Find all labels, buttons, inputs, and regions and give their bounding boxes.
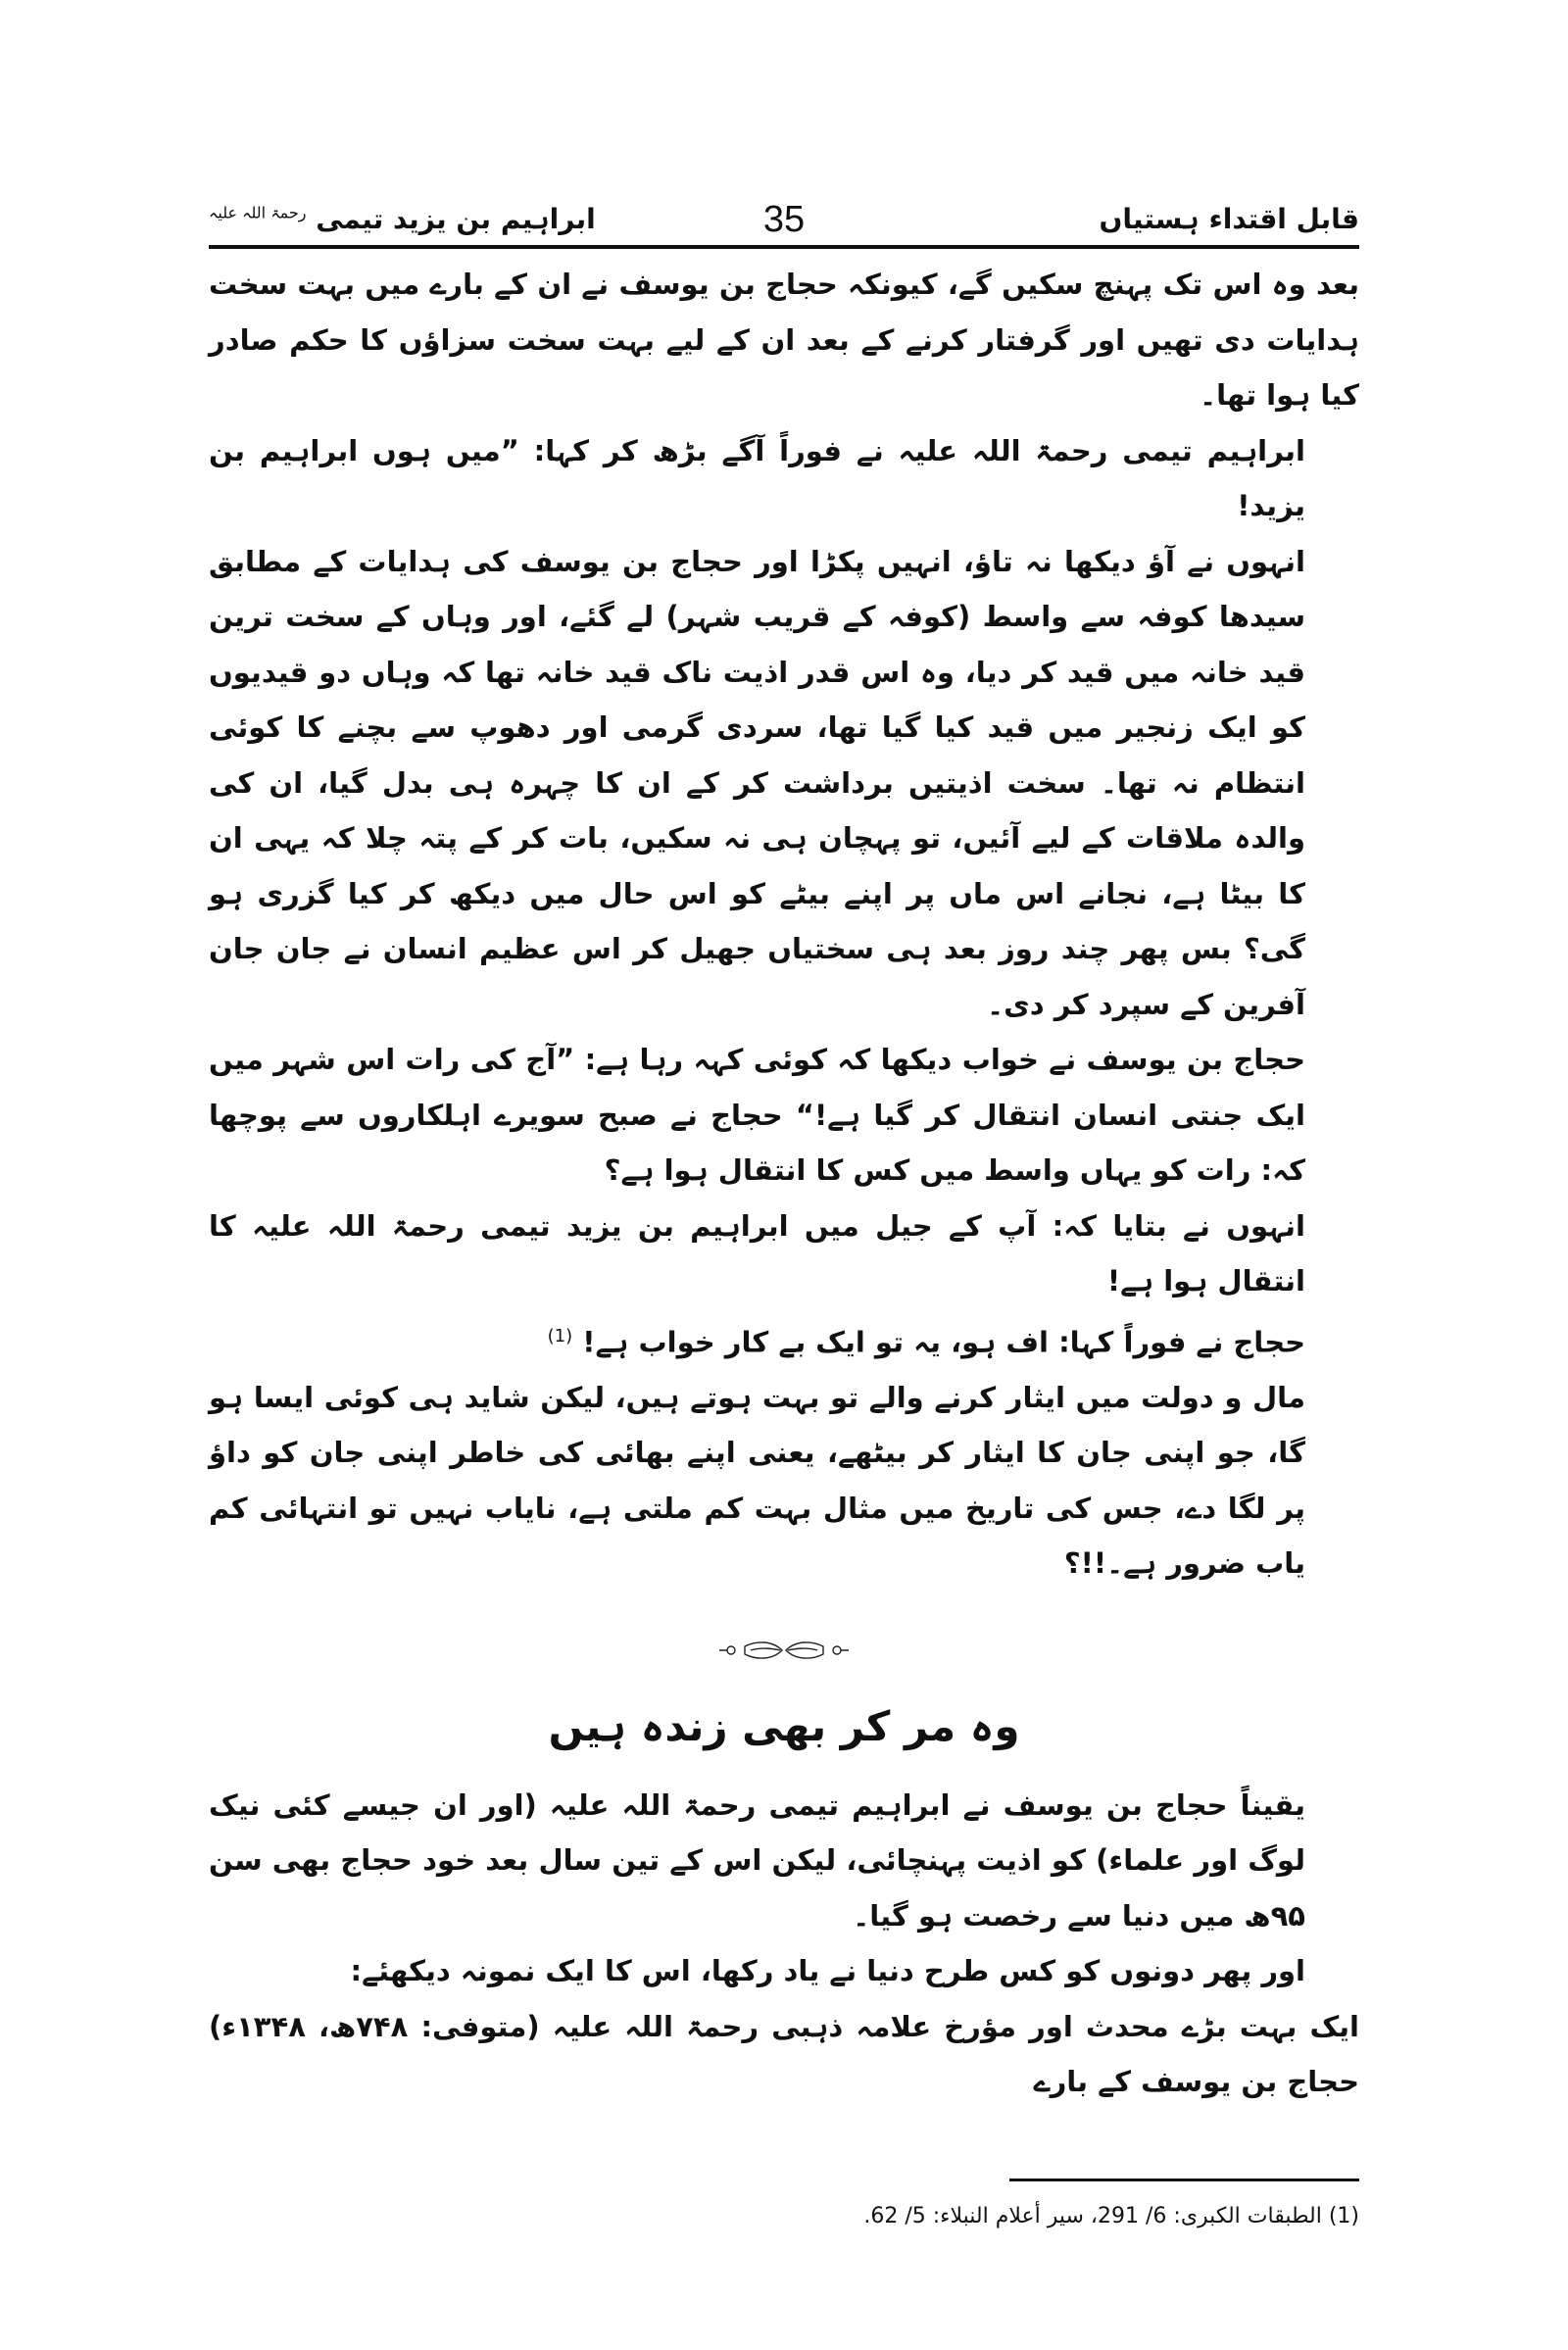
body-text-part-1 (209, 257, 1359, 1591)
honorific-mark: رحمۃ اللہ علیہ (209, 203, 307, 222)
section-heading: وہ مر کر بھی زندہ ہیں (548, 1701, 1020, 1750)
paragraph-with-footnote (209, 1309, 1359, 1370)
footnote-marker[interactable]: (1) (547, 1325, 573, 1346)
page-number: 35 (762, 199, 806, 240)
page-header (209, 201, 1359, 244)
ornament-row (209, 1639, 1359, 1662)
body-text-part-2 (209, 1778, 1359, 2110)
paragraph: انہوں نے بتایا کہ: آپ کے جیل میں ابراہیم بن یزید تیمی رحمۃ اللہ علیہ کا انتقال ہوا ہے! (209, 1208, 1305, 1297)
chapter-title-text: ابراہیم بن یزید تیمی (316, 203, 596, 235)
paragraph: حجاج بن یوسف نے خواب دیکھا کہ کوئی کہہ رہا ہے: ”آج کی رات اس شہر میں ایک جنتی انسان انتقال کر گیا ہے!“ حجاج نے صبح سویرے اہلکاروں سے پوچھا کہ: رات کو یہاں واسط میں کس کا انتقال ہوا ہے؟ (209, 1043, 1305, 1187)
footnote-separator (1009, 2179, 1359, 2181)
paragraph: انہوں نے آؤ دیکھا نہ تاؤ، انہیں پکڑا اور حجاج بن یوسف کی ہدایات کے مطابق سیدھا کوفہ سے واسط (کوفہ کے قریب شہر) لے گئے، اور وہاں کے سخت ترین قید خانہ میں قید کر دیا، وہ اس قدر اذیت ناک قید خانہ تھا کہ وہاں دو قیدیوں کو ایک زنجیر میں قید کیا گیا تھا، سردی گرمی اور دھوپ سے بچنے کا کوئی انتظام نہ تھا۔ سخت اذیتیں برداشت کر کے ان کا چہرہ ہی بدل گیا، ان کی والدہ ملاقات کے لیے آئیں، تو پہچان ہی نہ سکیں، بات کر کے پتہ چلا کہ یہی ان کا بیٹا ہے، نجانے اس ماں پر اپنے بیٹے کو اس حال میں دیکھ کر کیا گزری ہو گی؟ بس پھر چند روز بعد ہی سختیاں جھیل کر اس عظیم انسان نے جان جان آفرین کے سپرد کر دی۔ (209, 544, 1305, 1021)
chapter-title (209, 203, 596, 235)
header-rule (209, 245, 1359, 249)
paragraph: اور پھر دونوں کو کس طرح دنیا نے یاد رکھا، اس کا ایک نمونہ دیکھئے: (350, 1954, 1305, 1988)
book-title: قابل اقتداء ہستیاں (1099, 203, 1359, 235)
footnote: (1) الطبقات الكبرى: 6/ 291، سير أعلام النبلاء: 5/ 62. (863, 2203, 1359, 2228)
paragraph: مال و دولت میں ایثار کرنے والے تو بہت ہوتے ہیں، لیکن شاید ہی کوئی ایسا ہو گا، جو اپنی جان کا ایثار کر بیٹھے، یعنی اپنے بھائی کی خاطر اپنی جان کو داؤ پر لگا دے، جس کی تاریخ میں مثال بہت کم ملتی ہے، نایاب نہیں تو انتہائی کم یاب ضرور ہے۔!!؟ (209, 1380, 1305, 1581)
paragraph: یقیناً حجاج بن یوسف نے ابراہیم تیمی رحمۃ اللہ علیہ (اور ان جیسے کئی نیک لوگ اور علماء) کو اذیت پہنچائی، لیکن اس کے تین سال بعد خود حجاج بھی سن ۹۵ھ میں دنیا سے رخصت ہو گیا۔ (209, 1787, 1306, 1933)
paragraph: بعد وہ اس تک پہنچ سکیں گے، کیونکہ حجاج بن یوسف نے ان کے بارے میں بہت سخت ہدایات دی تھیں اور گرفتار کرنے کے بعد ان کے لیے بہت سخت سزاؤں کا حکم صادر کیا ہوا تھا۔ (209, 268, 1359, 412)
paragraph: ایک بہت بڑے محدث اور مؤرخ علامہ ذہبی رحمۃ اللہ علیہ (متوفی: ۷۴۸ھ، ۱۳۴۸ء) حجاج بن یوسف کے بارے (209, 2009, 1359, 2099)
paragraph-text: حجاج نے فوراً کہا: اف ہو، یہ تو ایک بے کار خواب ہے! (582, 1325, 1305, 1359)
floral-divider-icon (717, 1639, 851, 1662)
paragraph: ابراہیم تیمی رحمۃ اللہ علیہ نے فوراً آگے بڑھ کر کہا: ”میں ہوں ابراہیم بن یزید! (209, 433, 1305, 522)
